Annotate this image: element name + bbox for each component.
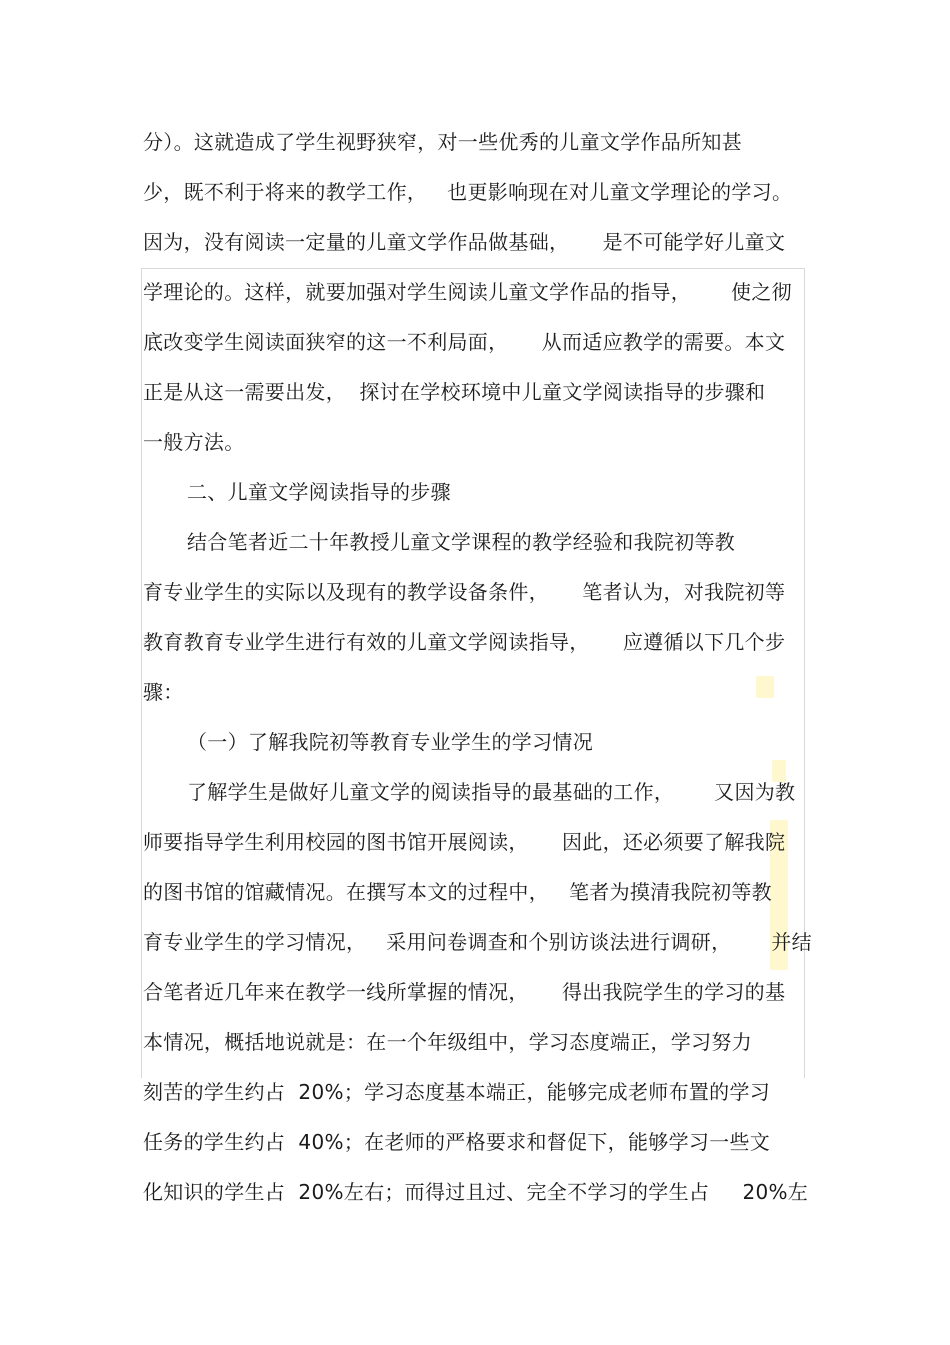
text-line: 本情况，概括地说就是：在一个年级组中，学习态度端正，学习努力 [143,1030,752,1054]
text-line: 因为，没有阅读一定量的儿童文学作品做基础， 是不可能学好儿童文 [143,230,786,254]
subsection-heading: （一）了解我院初等教育专业学生的学习情况 [187,730,593,754]
frame-left-border [141,268,142,1078]
section-heading: 二、儿童文学阅读指导的步骤 [187,480,451,504]
text-line: 学理论的。这样，就要加强对学生阅读儿童文学作品的指导， 使之彻 [143,280,792,304]
frame-top-border [141,268,805,269]
text-line: 少，既不利于将来的教学工作， 也更影响现在对儿童文学理论的学习。 [143,180,793,204]
text-line: 底改变学生阅读面狭窄的这一不利局面， 从而适应教学的需要。本文 [143,330,786,354]
text-line: 育专业学生的学习情况， 采用问卷调查和个别访谈法进行调研， 并结 [143,930,812,954]
text-line: 育专业学生的实际以及现有的教学设备条件， 笔者认为，对我院初等 [143,580,786,604]
highlight-mark [756,676,774,698]
text-line: 正是从这一需要出发， 探讨在学校环境中儿童文学阅读指导的步骤和 [143,380,766,404]
text-line: 一般方法。 [143,430,245,454]
text-line: 师要指导学生利用校园的图书馆开展阅读， 因此，还必须要了解我院 [143,830,786,854]
text-line: 教育教育专业学生进行有效的儿童文学阅读指导， 应遵循以下几个步 [143,630,786,654]
text-line: 的图书馆的馆藏情况。在撰写本文的过程中， 笔者为摸清我院初等教 [143,880,772,904]
text-line: 了解学生是做好儿童文学的阅读指导的最基础的工作， 又因为教 [187,780,796,804]
text-line: 骤： [143,680,184,704]
text-line: 任务的学生约占 40%；在老师的严格要求和督促下，能够学习一些文 [143,1130,771,1154]
text-line: 化知识的学生占 20%左右；而得过且过、完全不学习的学生占 20%左 [143,1180,809,1204]
text-line: 合笔者近几年来在教学一线所掌握的情况， 得出我院学生的学习的基 [143,980,786,1004]
text-line: 刻苦的学生约占 20%；学习态度基本端正，能够完成老师布置的学习 [143,1080,771,1104]
text-line: 结合笔者近二十年教授儿童文学课程的教学经验和我院初等教 [187,530,736,554]
text-line: 分）。这就造成了学生视野狭窄，对一些优秀的儿童文学作品所知甚 [143,130,742,154]
